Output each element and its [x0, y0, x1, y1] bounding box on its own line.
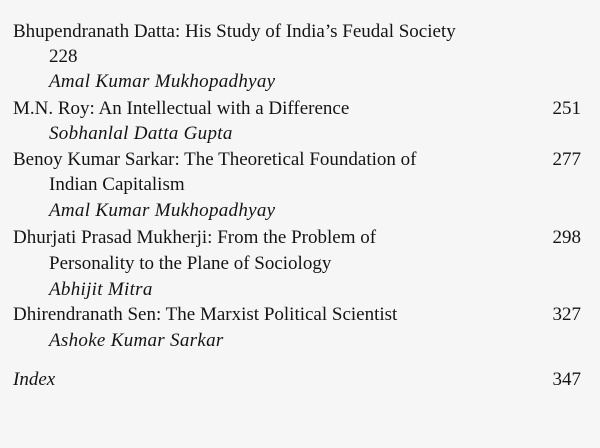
toc-entry-author-row [0, 121, 600, 146]
toc-entry-title-line: Benoy Kumar Sarkar: The Theoretical Foundation of [13, 149, 417, 170]
toc-entry-title [0, 302, 600, 327]
toc-entry-title-line: Bhupendranath Datta: His Study of India’s Feudal Society [13, 21, 456, 42]
toc-index-label: Index [13, 369, 56, 390]
toc-entry-title [0, 225, 600, 250]
toc-entry-page-number: 298 [552, 227, 581, 248]
toc-entry-author: Ashoke Kumar Sarkar [49, 330, 224, 351]
toc-entry-title-line: Personality to the Plane of Sociology [49, 253, 332, 274]
toc-entry-title-continued [0, 172, 600, 197]
toc-index-page-number: 347 [552, 369, 581, 390]
toc-entry-author-row [0, 69, 600, 94]
toc-entry-author-row [0, 198, 600, 223]
toc-entry-author: Sobhanlal Datta Gupta [49, 123, 233, 144]
toc-entry-page-number: 277 [552, 149, 581, 170]
toc-entry-page-row [0, 44, 600, 69]
toc-entry-author: Amal Kumar Mukhopadhyay [49, 200, 276, 221]
toc-entry-author: Amal Kumar Mukhopadhyay [49, 71, 276, 92]
toc-entry-title-line: Dhurjati Prasad Mukherji: From the Problem of [13, 227, 377, 248]
toc-entry-title [0, 96, 600, 121]
toc-entry-title [0, 147, 600, 172]
toc-entry-title-line: Dhirendranath Sen: The Marxist Political Scientist [13, 304, 398, 325]
toc-entry-page-number: 251 [552, 98, 581, 119]
toc-entry-title-line: Indian Capitalism [49, 174, 185, 195]
toc-entry-author-row [0, 328, 600, 353]
toc-entry-title-line: M.N. Roy: An Intellectual with a Difference [13, 98, 350, 119]
toc-entry-title [0, 19, 600, 44]
toc-entry-page-number: 327 [552, 304, 581, 325]
toc-entry-author: Abhijit Mitra [49, 279, 153, 300]
toc-entry-title-continued [0, 251, 600, 276]
toc-entry-page-number: 228 [49, 46, 78, 67]
toc-index-row [0, 367, 600, 392]
toc-entry-author-row [0, 277, 600, 302]
